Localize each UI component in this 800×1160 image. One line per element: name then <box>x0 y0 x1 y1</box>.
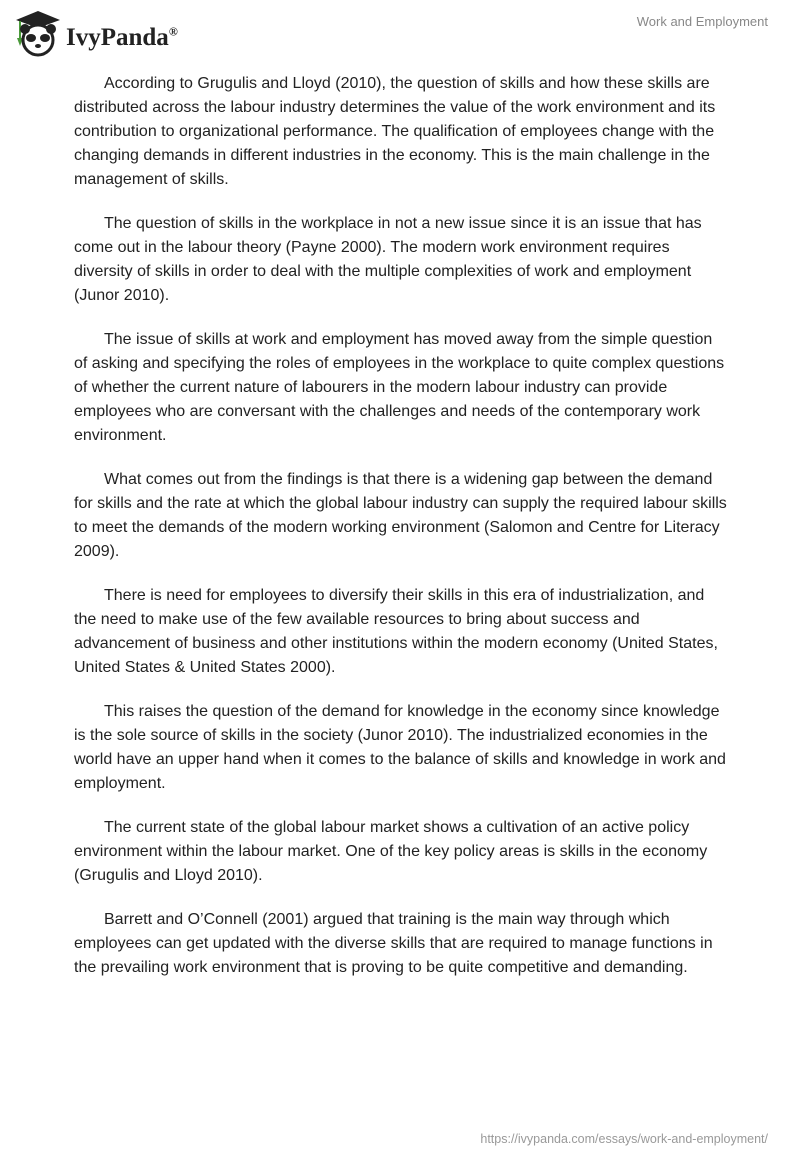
paragraph: Barrett and O’Connell (2001) argued that training is the main way through which employees can get updated with the diverse skills that are required to manage functions in the prevailing work environment that is proving to be quite competitive and demanding. <box>74 911 713 976</box>
brand-text: IvyPanda <box>66 24 169 51</box>
paragraph: There is need for employees to diversify their skills in this era of industrialization, and the need to make use of the few available resources to bring about success and advancement of business and other institutions within the modern economy (United States, United States & United States 2000). <box>74 587 718 676</box>
source-url[interactable]: https://ivypanda.com/essays/work-and-employment/ <box>480 1132 768 1146</box>
paragraph: This raises the question of the demand for knowledge in the economy since knowledge is the sole source of skills in the society (Junor 2010). The industrialized economies in the world have an upper hand when it comes to the balance of skills and knowledge in work and employment. <box>74 703 726 792</box>
paragraph: The issue of skills at work and employment has moved away from the simple question of asking and specifying the roles of employees in the workplace to quite complex questions of whether the current nature of labourers in the modern labour industry can provide employees who are conversant with the challenges and needs of the contemporary work environment. <box>74 331 725 444</box>
paragraph: The question of skills in the workplace in not a new issue since it is an issue that has come out in the labour theory (Payne 2000). The modern work environment requires diversity of skills in order to deal with the multiple complexities of work and employment (Junor 2010). <box>74 215 702 304</box>
essay-body <box>74 72 730 1000</box>
paragraph: The current state of the global labour market shows a cultivation of an active policy environment within the labour market. One of the key policy areas is skills in the economy (Grugulis and Lloyd 2010). <box>74 819 708 884</box>
paragraph: According to Grugulis and Lloyd (2010), the question of skills and how these skills are distributed across the labour industry determines the value of the work environment and its contribution to organizational performance. The qualification of employees change with the changing demands in different industries in the economy. This is the main challenge in the management of skills. <box>74 75 716 188</box>
registered-mark: ® <box>168 24 178 39</box>
paragraph: What comes out from the findings is that there is a widening gap between the demand for skills and the rate at which the global labour industry can supply the required labour skills to meet the demands of the modern working environment (Salomon and Centre for Literacy 2009). <box>74 471 727 560</box>
ivypanda-logo[interactable] <box>12 8 178 58</box>
panda-graduate-icon <box>12 8 64 58</box>
document-title: Work and Employment <box>636 14 768 29</box>
brand-name <box>66 24 178 52</box>
